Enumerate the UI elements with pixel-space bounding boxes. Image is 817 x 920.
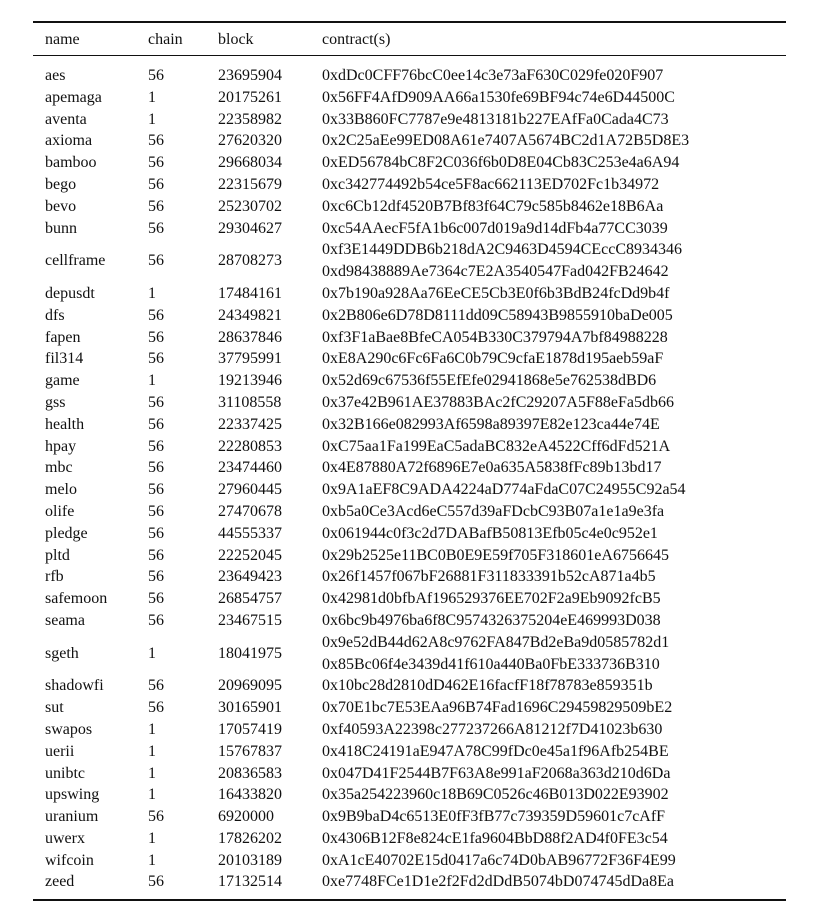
table-row <box>33 675 786 697</box>
table-row <box>33 763 786 785</box>
row-name: bamboo <box>45 154 97 172</box>
header-chain: chain <box>148 31 183 48</box>
row-block: 22337425 <box>218 415 282 433</box>
row-chain: 1 <box>148 88 156 106</box>
row-name: cellframe <box>45 252 106 270</box>
contract-address: 0x047D41F2544B7F63A8e991aF2068a363d210d6Da <box>322 764 671 782</box>
row-contracts <box>322 457 786 479</box>
row-block: 24349821 <box>218 306 282 324</box>
row-chain: 56 <box>148 132 164 150</box>
table-row <box>33 806 786 828</box>
row-chain: 1 <box>148 372 156 390</box>
row-chain: 56 <box>148 568 164 586</box>
row-block: 19213946 <box>218 372 282 390</box>
row-block: 27960445 <box>218 481 282 499</box>
contract-address: 0x6bc9b4976ba6f8C9574326375204eE469993D038 <box>322 611 661 629</box>
contract-address: 0x9e52dB44d62A8c9762FA847Bd2eBa9d0585782d1 <box>322 633 670 651</box>
table-row <box>33 370 786 392</box>
contract-address: 0x29b2525e11BC0B0E9E59f705F318601eA6756645 <box>322 546 669 564</box>
row-contracts <box>322 479 786 501</box>
table-row <box>33 56 786 87</box>
row-block: 23695904 <box>218 67 282 84</box>
row-name: pledge <box>45 524 88 542</box>
contract-address: 0xA1cE40702E15d0417a6c74D0bAB96772F36F4E99 <box>322 851 676 869</box>
row-chain: 56 <box>148 590 164 608</box>
contract-address: 0xC75aa1Fa199EaC5adaBC832eA4522Cff6dFd521A <box>322 437 671 455</box>
row-chain: 56 <box>148 873 164 891</box>
table-row <box>33 436 786 458</box>
row-block: 20969095 <box>218 677 282 695</box>
table-row <box>33 392 786 414</box>
contract-address: 0xc6Cb12df4520B7Bf83f64C79c585b8462e18B6Aa <box>322 197 664 215</box>
table-row <box>33 610 786 632</box>
contract-address: 0x52d69c67536f55EfEfe02941868e5e762538dBD6 <box>322 372 657 390</box>
row-name: hpay <box>45 437 77 455</box>
table-row <box>33 850 786 872</box>
contract-address: 0x9B9baD4c6513E0fF3fB77c739359D59601c7cAfF <box>322 808 666 826</box>
row-contracts <box>322 283 786 305</box>
row-chain: 1 <box>148 764 156 782</box>
contract-address: 0xE8A290c6Fc6Fa6C0b79C9cfaE1878d195aeb59aF <box>322 350 664 368</box>
header-contracts: contract(s) <box>322 31 391 48</box>
row-name: axioma <box>45 132 93 150</box>
table-row <box>33 566 786 588</box>
row-chain: 56 <box>148 67 164 84</box>
table-row <box>33 457 786 479</box>
row-name: olife <box>45 502 75 520</box>
row-name: aes <box>45 67 66 84</box>
contract-address: 0x35a254223960c18B69C0526c46B013D022E93902 <box>322 786 669 804</box>
row-block: 29304627 <box>218 219 282 237</box>
contract-address: 0x10bc28d2810dD462E16facfF18f78783e859351b <box>322 677 653 695</box>
row-chain: 56 <box>148 699 164 717</box>
row-block: 31108558 <box>218 393 282 411</box>
table-row <box>33 719 786 741</box>
row-block: 44555337 <box>218 524 282 542</box>
row-contracts <box>322 218 786 240</box>
contract-address: 0x70E1bc7E53EAa96B74Fad1696C29459829509bE2 <box>322 699 673 717</box>
row-contracts <box>322 784 786 806</box>
table-row <box>33 784 786 806</box>
table-row <box>33 239 786 283</box>
row-chain: 56 <box>148 808 164 826</box>
row-name: sut <box>45 699 64 717</box>
row-name: uerii <box>45 742 75 760</box>
row-contracts <box>322 56 786 87</box>
contract-address: 0x42981d0bfbAf196529376EE702F2a9Eb9092fcB5 <box>322 590 661 608</box>
contract-address: 0xED56784bC8F2C036f6b0D8E04Cb83C253e4a6A94 <box>322 154 680 172</box>
row-contracts <box>322 370 786 392</box>
table-row <box>33 174 786 196</box>
row-contracts <box>322 414 786 436</box>
row-name: sgeth <box>45 644 79 662</box>
row-block: 20175261 <box>218 88 282 106</box>
contract-address: 0x37e42B961AE37883BAc2fC29207A5F88eFa5db66 <box>322 393 674 411</box>
header-block: block <box>218 31 254 48</box>
row-contracts <box>322 348 786 370</box>
row-name: fil314 <box>45 350 84 368</box>
row-block: 25230702 <box>218 197 282 215</box>
row-chain: 56 <box>148 546 164 564</box>
row-chain: 56 <box>148 437 164 455</box>
contract-address: 0x2B806e6D78D8111dd09C58943B9855910baDe005 <box>322 306 673 324</box>
row-chain: 1 <box>148 110 156 128</box>
row-contracts <box>322 196 786 218</box>
contracts-table-container <box>33 21 786 901</box>
contract-address: 0xdDc0CFF76bcC0ee14c3e73aF630C029fe020F907 <box>322 67 664 84</box>
header-row <box>33 22 786 56</box>
row-chain: 56 <box>148 415 164 433</box>
row-name: wifcoin <box>45 851 94 869</box>
row-name: bevo <box>45 197 77 215</box>
row-contracts <box>322 109 786 131</box>
table-row <box>33 741 786 763</box>
row-name: shadowfi <box>45 677 104 695</box>
row-contracts <box>322 871 786 900</box>
table-row <box>33 545 786 567</box>
row-name: rfb <box>45 568 64 586</box>
contract-address: 0xc54AAecF5fA1b6c007d019a9d14dFb4a77CC3039 <box>322 219 668 237</box>
row-chain: 56 <box>148 154 164 172</box>
table-row <box>33 305 786 327</box>
row-contracts <box>322 239 786 283</box>
row-block: 22252045 <box>218 546 282 564</box>
row-chain: 56 <box>148 393 164 411</box>
row-name: melo <box>45 481 77 499</box>
row-contracts <box>322 327 786 349</box>
row-contracts <box>322 719 786 741</box>
table-row <box>33 697 786 719</box>
contract-address: 0xf40593A22398c277237266A81212f7D41023b630 <box>322 720 663 738</box>
header-name: name <box>45 31 80 48</box>
row-contracts <box>322 436 786 458</box>
row-block: 23474460 <box>218 459 282 477</box>
row-contracts <box>322 610 786 632</box>
contract-address: 0x26f1457f067bF26881F311833391b52cA871a4b5 <box>322 568 656 586</box>
row-chain: 56 <box>148 350 164 368</box>
row-contracts <box>322 763 786 785</box>
row-contracts <box>322 806 786 828</box>
row-block: 6920000 <box>218 808 274 826</box>
table-row <box>33 523 786 545</box>
table-row <box>33 196 786 218</box>
row-chain: 1 <box>148 742 156 760</box>
row-chain: 1 <box>148 284 156 302</box>
row-contracts <box>322 697 786 719</box>
row-contracts <box>322 392 786 414</box>
row-name: uranium <box>45 808 99 826</box>
contract-address: 0x7b190a928Aa76EeCE5Cb3E0f6b3BdB24fcDd9b4f <box>322 284 670 302</box>
row-contracts <box>322 130 786 152</box>
table-row <box>33 218 786 240</box>
row-name: bunn <box>45 219 77 237</box>
row-chain: 1 <box>148 720 156 738</box>
row-chain: 1 <box>148 786 156 804</box>
row-contracts <box>322 87 786 109</box>
row-contracts <box>322 566 786 588</box>
row-chain: 56 <box>148 481 164 499</box>
row-chain: 56 <box>148 175 164 193</box>
contract-address: 0x33B860FC7787e9e4813181b227EAfFa0Cada4C73 <box>322 110 669 128</box>
contract-address: 0x2C25aEe99ED08A61e7407A5674BC2d1A72B5D8E3 <box>322 132 690 150</box>
row-block: 30165901 <box>218 699 282 717</box>
row-chain: 56 <box>148 219 164 237</box>
contract-address: 0xd98438889Ae7364c7E2A3540547Fad042FB24642 <box>322 263 669 281</box>
table-row <box>33 414 786 436</box>
contract-address: 0x9A1aEF8C9ADA4224aD774aFdaC07C24955C92a54 <box>322 481 686 499</box>
row-contracts <box>322 523 786 545</box>
row-block: 20103189 <box>218 851 282 869</box>
row-block: 17484161 <box>218 284 282 302</box>
row-block: 37795991 <box>218 350 282 368</box>
row-block: 17826202 <box>218 829 282 847</box>
contract-address: 0xb5a0Ce3Acd6eC557d39aFDcbC93B07a1e1a9e3fa <box>322 502 665 520</box>
contract-address: 0x85Bc06f4e3439d41f610a440Ba0FbE333736B310 <box>322 655 660 673</box>
row-block: 17057419 <box>218 720 282 738</box>
row-block: 29668034 <box>218 154 282 172</box>
row-block: 22315679 <box>218 175 282 193</box>
row-name: apemaga <box>45 88 102 106</box>
row-block: 17132514 <box>218 873 282 891</box>
row-name: game <box>45 372 80 390</box>
row-name: uwerx <box>45 829 85 847</box>
row-name: aventa <box>45 110 87 128</box>
table-row <box>33 479 786 501</box>
row-block: 22280853 <box>218 437 282 455</box>
row-contracts <box>322 588 786 610</box>
row-name: upswing <box>45 786 100 804</box>
row-chain: 1 <box>148 644 156 662</box>
row-chain: 56 <box>148 197 164 215</box>
table-row <box>33 327 786 349</box>
row-chain: 56 <box>148 611 164 629</box>
row-contracts <box>322 741 786 763</box>
contract-address: 0x061944c0f3c2d7DABafB50813Efb05c4e0c952e1 <box>322 524 658 542</box>
contract-address: 0xf3F1aBae8BfeCA054B330C379794A7bf84988228 <box>322 328 668 346</box>
row-chain: 56 <box>148 502 164 520</box>
contract-address: 0x4306B12F8e824cE1fa9604BbD88f2AD4f0FE3c54 <box>322 829 668 847</box>
row-chain: 56 <box>148 459 164 477</box>
row-contracts <box>322 828 786 850</box>
contract-address: 0x4E87880A72f6896E7e0a635A5838fFc89b13bd17 <box>322 459 662 477</box>
contract-address: 0xc342774492b54ce5F8ac662113ED702Fc1b34972 <box>322 175 660 193</box>
row-contracts <box>322 850 786 872</box>
row-name: swapos <box>45 720 93 738</box>
table-row <box>33 632 786 676</box>
row-contracts <box>322 501 786 523</box>
row-block: 20836583 <box>218 764 282 782</box>
row-chain: 56 <box>148 328 164 346</box>
row-block: 28708273 <box>218 252 282 270</box>
contract-address: 0xf3E1449DDB6b218dA2C9463D4594CEccC8934346 <box>322 241 682 259</box>
row-block: 23467515 <box>218 611 282 629</box>
row-name: health <box>45 415 85 433</box>
table-row <box>33 501 786 523</box>
row-block: 15767837 <box>218 742 282 760</box>
table-row <box>33 348 786 370</box>
row-name: fapen <box>45 328 81 346</box>
row-name: bego <box>45 175 77 193</box>
row-name: seama <box>45 611 85 629</box>
row-contracts <box>322 305 786 327</box>
row-name: dfs <box>45 306 65 324</box>
row-chain: 1 <box>148 851 156 869</box>
row-block: 27470678 <box>218 502 282 520</box>
row-chain: 56 <box>148 524 164 542</box>
table-row <box>33 283 786 305</box>
table-row <box>33 588 786 610</box>
contract-address: 0xe7748FCe1D1e2f2Fd2dDdB5074bD074745dDa8Ea <box>322 873 674 891</box>
contract-address: 0x418C24191aE947A78C99fDc0e45a1f96Afb254BE <box>322 742 669 760</box>
row-block: 16433820 <box>218 786 282 804</box>
row-block: 18041975 <box>218 644 282 662</box>
row-name: mbc <box>45 459 73 477</box>
row-name: unibtc <box>45 764 85 782</box>
contract-address: 0x32B166e082993Af6598a89397E82e123ca44e74E <box>322 415 660 433</box>
contract-address: 0x56FF4AfD909AA66a1530fe69BF94c74e6D44500C <box>322 88 675 106</box>
row-contracts <box>322 174 786 196</box>
row-block: 23649423 <box>218 568 282 586</box>
row-contracts <box>322 632 786 676</box>
table-row <box>33 109 786 131</box>
table-header <box>33 22 786 56</box>
table-body <box>33 56 786 901</box>
row-contracts <box>322 152 786 174</box>
row-chain: 56 <box>148 677 164 695</box>
row-name: gss <box>45 393 66 411</box>
table-row <box>33 871 786 900</box>
row-contracts <box>322 545 786 567</box>
table-row <box>33 130 786 152</box>
row-block: 27620320 <box>218 132 282 150</box>
row-block: 22358982 <box>218 110 282 128</box>
row-chain: 1 <box>148 829 156 847</box>
table-row <box>33 87 786 109</box>
row-name: depusdt <box>45 284 95 302</box>
row-name: zeed <box>45 873 75 891</box>
row-contracts <box>322 675 786 697</box>
row-name: pltd <box>45 546 70 564</box>
table-row <box>33 828 786 850</box>
row-block: 28637846 <box>218 328 282 346</box>
row-block: 26854757 <box>218 590 282 608</box>
contracts-table <box>33 21 786 901</box>
row-chain: 56 <box>148 306 164 324</box>
table-row <box>33 152 786 174</box>
row-chain: 56 <box>148 252 164 270</box>
row-name: safemoon <box>45 590 108 608</box>
